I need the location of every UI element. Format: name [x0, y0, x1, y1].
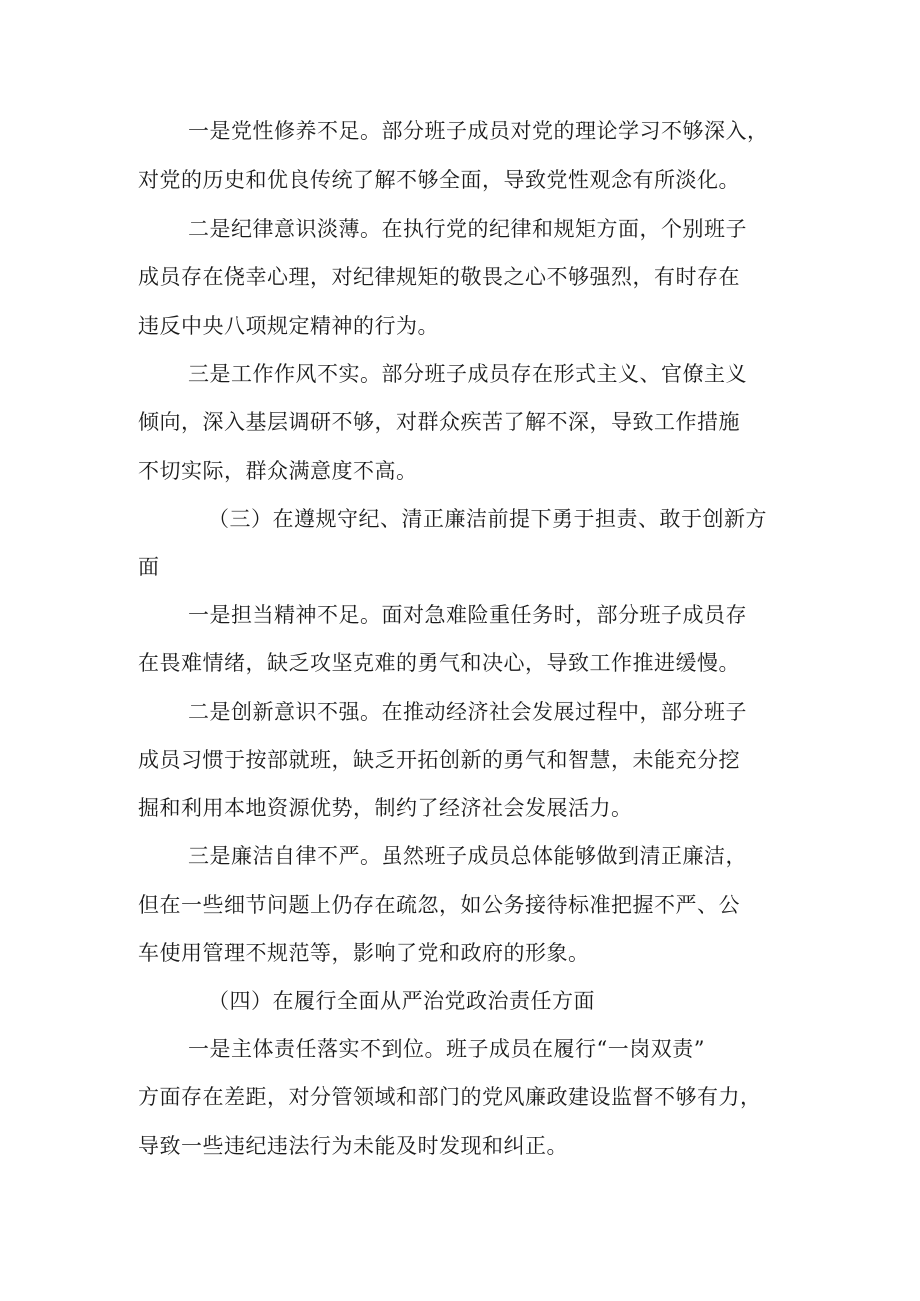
paragraph-line: 对党的历史和优良传统了解不够全面，导致党性观念有所淡化。	[138, 168, 740, 192]
paragraph-line: 成员存在侥幸心理，对纪律规矩的敬畏之心不够强烈，有时存在	[138, 265, 740, 289]
paragraph-line: 三是廉洁自律不严。虽然班子成员总体能够做到清正廉洁，	[188, 844, 747, 868]
paragraph-line: 不切实际，群众满意度不高。	[138, 459, 418, 483]
paragraph-line: 二是创新意识不强。在推动经济社会发展过程中，部分班子	[188, 700, 747, 724]
section-heading-line: （三）在遵规守纪、清正廉洁前提下勇于担责、敢于创新方	[208, 507, 767, 531]
paragraph-line: 倾向，深入基层调研不够，对群众疾苦了解不深，导致工作措施	[138, 410, 740, 434]
paragraph-line: 在畏难情绪，缺乏攻坚克难的勇气和决心，导致工作推进缓慢。	[138, 651, 740, 675]
paragraph-line: 成员习惯于按部就班，缺乏开拓创新的勇气和智慧，未能充分挖	[138, 748, 740, 772]
paragraph-line: 但在一些细节问题上仍存在疏忽，如公务接待标准把握不严、公	[138, 893, 740, 917]
paragraph-line: 一是担当精神不足。面对急难险重任务时，部分班子成员存	[188, 603, 747, 627]
paragraph-line: 一是党性修养不足。部分班子成员对党的理论学习不够深入，	[188, 119, 769, 143]
paragraph-line: 三是工作作风不实。部分班子成员存在形式主义、官僚主义	[188, 362, 747, 386]
paragraph-line: 违反中央八项规定精神的行为。	[138, 314, 439, 338]
paragraph-line: 一是主体责任落实不到位。班子成员在履行“一岗双责”	[188, 1037, 705, 1061]
paragraph-line: 方面存在差距，对分管领域和部门的党风廉政建设监督不够有力，	[138, 1085, 762, 1109]
section-heading-line: 面	[138, 555, 160, 579]
paragraph-line: 掘和利用本地资源优势，制约了经济社会发展活力。	[138, 796, 633, 820]
section-heading-line: （四）在履行全面从严治党政治责任方面	[208, 989, 595, 1013]
paragraph-line: 二是纪律意识淡薄。在执行党的纪律和规矩方面，个别班子	[188, 217, 747, 241]
paragraph-line: 车使用管理不规范等，影响了党和政府的形象。	[138, 941, 590, 965]
paragraph-line: 导致一些违纪违法行为未能及时发现和纠正。	[138, 1134, 568, 1158]
